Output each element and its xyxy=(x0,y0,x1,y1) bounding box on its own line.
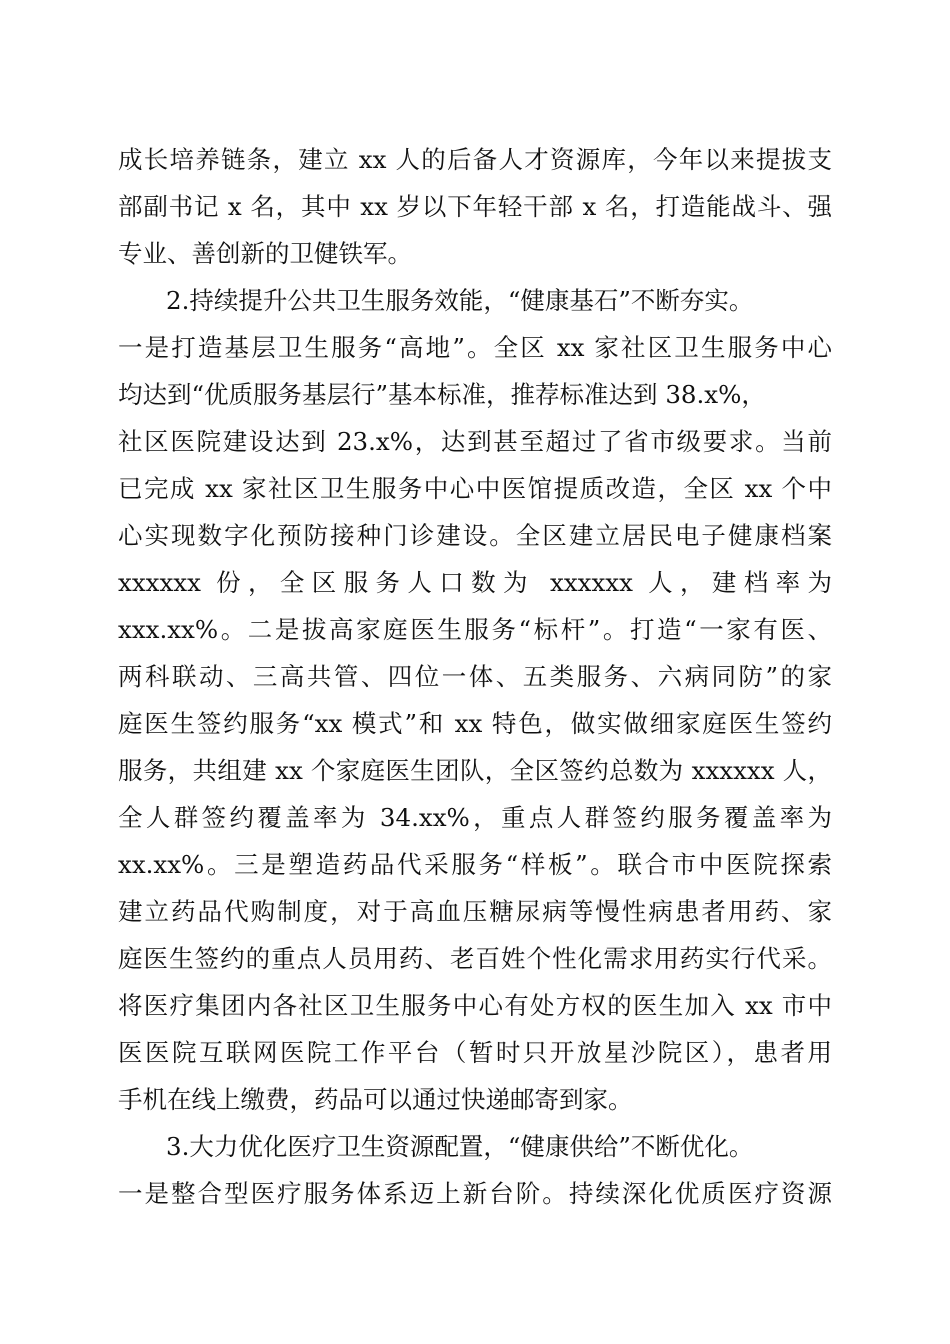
text-line: 服务，共组建 xx 个家庭医生团队，全区签约总数为 xxxxxx 人， xyxy=(118,756,832,785)
text-line: 均达到“优质服务基层行”基本标准，推荐标准达到 38.x%， xyxy=(118,380,766,409)
text-line: 社区医院建设达到 23.x%，达到甚至超过了省市级要求。当前 xyxy=(118,427,832,456)
text-line: 将医疗集团内各社区卫生服务中心有处方权的医生加入 xx 市中 xyxy=(118,991,832,1020)
text-line: 手机在线上缴费，药品可以通过快递邮寄到家。 xyxy=(118,1085,633,1114)
text-line: 成长培养链条，建立 xx 人的后备人才资源库，今年以来提拔支 xyxy=(118,145,832,174)
text-line: 两科联动、三高共管、四位一体、五类服务、六病同防”的家 xyxy=(118,662,832,691)
section-heading: 2.持续提升公共卫生服务效能，“健康基石”不断夯实。 xyxy=(166,286,754,315)
text-line: 医医院互联网医院工作平台（暂时只开放星沙院区），患者用 xyxy=(118,1038,832,1067)
text-line: 已完成 xx 家社区卫生服务中心中医馆提质改造，全区 xx 个中 xyxy=(118,474,832,503)
text-line: 部副书记 x 名，其中 xx 岁以下年轻干部 x 名，打造能战斗、强 xyxy=(118,192,832,221)
text-line: 心实现数字化预防接种门诊建设。全区建立居民电子健康档案 xyxy=(118,521,832,550)
text-line: 庭医生签约的重点人员用药、老百姓个性化需求用药实行代采。 xyxy=(118,944,832,973)
text-line: 建立药品代购制度，对于高血压糖尿病等慢性病患者用药、家 xyxy=(118,897,832,926)
text-line: xxxxxx 份，全区服务人口数为 xxxxxx 人，建档率为 xyxy=(118,568,832,597)
text-line: 一是整合型医疗服务体系迈上新台阶。持续深化优质医疗资源 xyxy=(118,1179,832,1208)
text-line: xxx.xx%。二是拔高家庭医生服务“标杆”。打造“一家有医、 xyxy=(118,615,832,644)
text-line: 全人群签约覆盖率为 34.xx%，重点人群签约服务覆盖率为 xyxy=(118,803,832,832)
text-line: 庭医生签约服务“xx 模式”和 xx 特色，做实做细家庭医生签约 xyxy=(118,709,832,738)
text-line: 一是打造基层卫生服务“高地”。全区 xx 家社区卫生服务中心 xyxy=(118,333,832,362)
section-heading: 3.大力优化医疗卫生资源配置，“健康供给”不断优化。 xyxy=(166,1132,754,1161)
text-line: 专业、善创新的卫健铁军。 xyxy=(118,239,412,268)
text-line: xx.xx%。三是塑造药品代采服务“样板”。联合市中医院探索 xyxy=(118,850,832,879)
